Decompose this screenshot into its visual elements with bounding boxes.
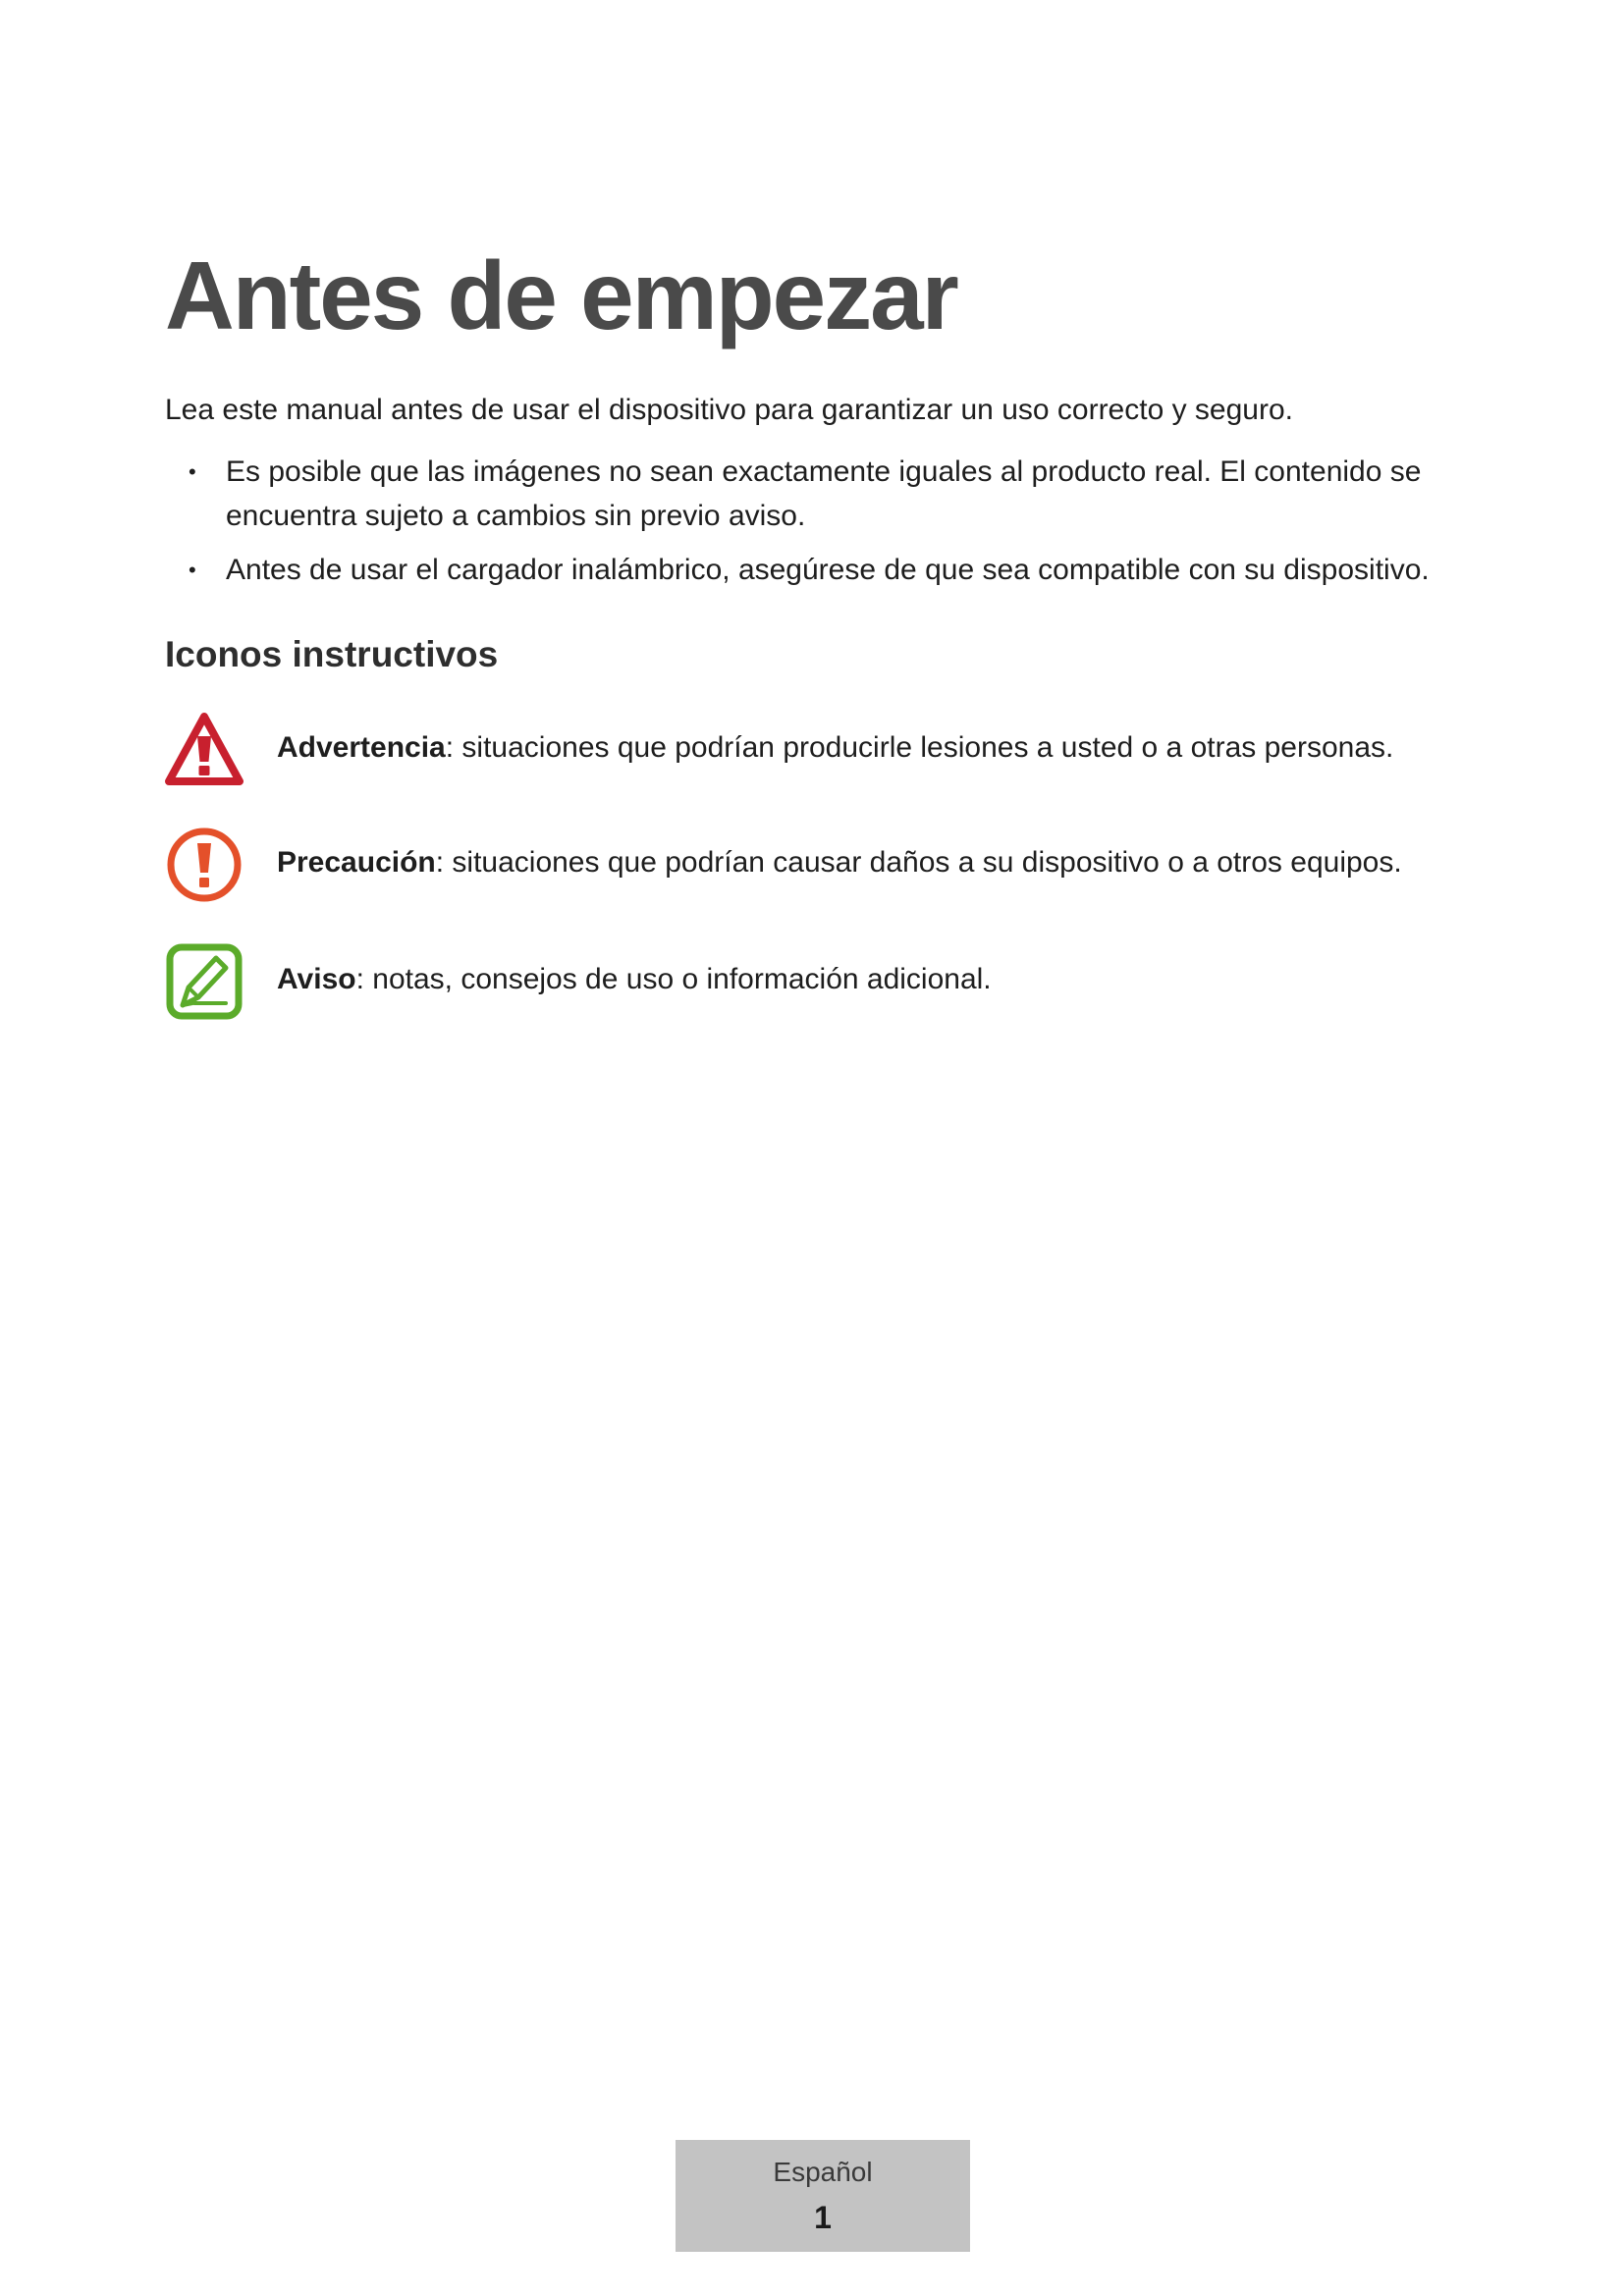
- caution-text: : situaciones que podrían causar daños a su dispositivo o a otros equipos.: [435, 846, 1402, 879]
- bullet-text: Antes de usar el cargador inalámbrico, asegúrese de que sea compatible con su dispositivo.: [226, 554, 1430, 586]
- caution-circle-icon: [165, 826, 244, 904]
- caution-description: [277, 845, 1402, 881]
- bullet-marker: •: [189, 558, 196, 582]
- icon-row-warning: [165, 711, 1441, 789]
- icon-row-caution: [165, 826, 1441, 904]
- notice-text: : notas, consejos de uso o información adicional.: [355, 963, 992, 995]
- bullet-list: [165, 450, 1441, 602]
- notice-pen-icon: [165, 942, 244, 1021]
- bullet-text: Es posible que las imágenes no sean exactamente iguales al producto real. El contenido se encuentra sujeto a cambios sin previo aviso.: [226, 455, 1422, 532]
- page-footer: [676, 2140, 970, 2252]
- warning-text: : situaciones que podrían producirle lesiones a usted o a otras personas.: [445, 731, 1394, 764]
- notice-term: Aviso: [277, 963, 356, 995]
- bullet-item: [165, 548, 1441, 592]
- warning-triangle-icon: [165, 711, 244, 789]
- footer-page-number: 1: [814, 2200, 832, 2235]
- intro-text: Lea este manual antes de usar el dispositivo para garantizar un uso correcto y seguro.: [165, 394, 1293, 426]
- bullet-marker: •: [189, 459, 196, 484]
- warning-description: [277, 730, 1393, 766]
- bullet-item: [165, 450, 1441, 538]
- page-title: Antes de empezar: [165, 241, 957, 349]
- caution-term: Precaución: [277, 846, 436, 879]
- footer-language: Español: [773, 2157, 873, 2187]
- icon-row-notice: [165, 942, 1441, 1021]
- section-heading: Iconos instructivos: [165, 634, 499, 674]
- warning-term: Advertencia: [277, 731, 446, 764]
- notice-description: [277, 962, 992, 997]
